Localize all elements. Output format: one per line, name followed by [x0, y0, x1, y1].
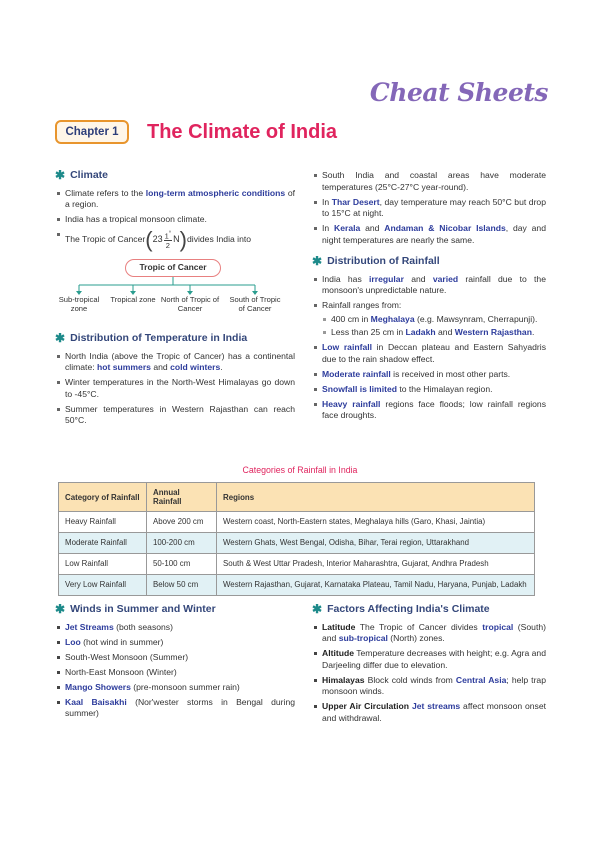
table-cell: 50-100 cm	[147, 554, 217, 575]
table-cell: 100-200 cm	[147, 533, 217, 554]
asterisk-icon: ✱	[55, 602, 66, 616]
list-item: The Tropic of Cancer ( 23 1° 2 N ) divides India into	[55, 229, 295, 251]
list-item: Low rainfall in Deccan plateau and Eastern Sahyadris due to the rain shadow effect.	[312, 342, 546, 365]
list-item: Himalayas Block cold winds from Central Asia; help trap monsoon winds.	[312, 675, 546, 698]
diagram-child: South of Tropic of Cancer	[229, 295, 281, 313]
table-header: Annual Rainfall	[147, 483, 217, 512]
list-item: South-West Monsoon (Summer)	[55, 652, 295, 664]
list-item: Latitude The Tropic of Cancer divides tropical (South) and sub-tropical (North) zones.	[312, 622, 546, 645]
list-item: South India and coastal areas have moderate temperatures (25°C-27°C year-round).	[312, 170, 546, 193]
temperature-continued-list	[312, 170, 546, 246]
section-heading-factors: ✱ Factors Affecting India's Climate	[312, 602, 490, 616]
asterisk-icon: ✱	[312, 602, 323, 616]
climate-list	[55, 188, 295, 252]
chapter-title: The Climate of India	[147, 121, 338, 143]
table-cell: Heavy Rainfall	[59, 512, 147, 533]
table-cell: Moderate Rainfall	[59, 533, 147, 554]
list-item: Summer temperatures in Western Rajasthan can reach 50°C.	[55, 404, 295, 427]
asterisk-icon: ✱	[312, 254, 323, 268]
list-item: Climate refers to the long-term atmospheric conditions of a region.	[55, 188, 295, 211]
list-item: In Thar Desert, day temperature may reach 50°C but drop to 15°C at night.	[312, 197, 546, 220]
table-row	[59, 533, 535, 554]
rainfall-sublist	[322, 314, 546, 339]
list-item: Less than 25 cm in Ladakh and Western Rajasthan.	[322, 327, 546, 339]
asterisk-icon: ✱	[55, 331, 66, 345]
asterisk-icon: ✱	[55, 168, 66, 182]
list-item: Altitude Temperature decreases with height; e.g. Agra and Darjeeling differ due to elevation.	[312, 648, 546, 671]
table-cell: Western Ghats, West Bengal, Odisha, Bihar, Terai region, Uttarakhand	[217, 533, 535, 554]
list-item: Kaal Baisakhi (Nor'wester storms in Bengal during summer)	[55, 697, 295, 720]
winds-section	[55, 604, 295, 723]
rainfall-table	[58, 482, 535, 596]
rainfall-list	[312, 274, 546, 422]
list-item: Rainfall ranges from: 400 cm in Meghalaya (e.g. Mawsynram, Cherrapunji). Less than 25 cm in Ladakh and Western Rajasthan.	[312, 300, 546, 339]
table-row	[59, 512, 535, 533]
list-item: Heavy rainfall regions face floods; low rainfall regions face droughts.	[312, 399, 546, 422]
factors-list	[312, 622, 546, 725]
section-heading-climate: ✱ Climate	[55, 168, 108, 182]
chapter-label: Chapter 1	[55, 120, 129, 144]
table-header: Category of Rainfall	[59, 483, 147, 512]
latitude-fraction: ( 23 1° 2 N )	[145, 227, 187, 252]
list-item: India has irregular and varied rainfall due to the monsoon's unpredictable nature.	[312, 274, 546, 297]
table-cell: Above 200 cm	[147, 512, 217, 533]
diagram-child: Tropical zone	[110, 295, 156, 304]
table-header-row	[59, 483, 535, 512]
list-item: Loo (hot wind in summer)	[55, 637, 295, 649]
winds-list	[55, 622, 295, 720]
right-column	[312, 170, 546, 425]
table-caption: Categories of Rainfall in India	[242, 465, 358, 475]
tropic-diagram	[55, 259, 295, 323]
list-item: Jet Streams (both seasons)	[55, 622, 295, 634]
list-item: Moderate rainfall is received in most other parts.	[312, 369, 546, 381]
brand-logo: Cheat Sheets	[369, 78, 548, 107]
left-column	[55, 170, 295, 430]
table-row	[59, 554, 535, 575]
section-heading-rainfall: ✱ Distribution of Rainfall	[312, 254, 440, 268]
list-item: In Kerala and Andaman & Nicobar Islands, day and night temperatures are nearly the same.	[312, 223, 546, 246]
table-cell: Below 50 cm	[147, 575, 217, 596]
table-cell: South & West Uttar Pradesh, Interior Maharashtra, Gujarat, Andhra Pradesh	[217, 554, 535, 575]
list-item: North India (above the Tropic of Cancer) has a continental climate: hot summers and cold winters.	[55, 351, 295, 374]
section-heading-winds: ✱ Winds in Summer and Winter	[55, 602, 216, 616]
list-item: Snowfall is limited to the Himalayan region.	[312, 384, 546, 396]
temperature-list	[55, 351, 295, 427]
diagram-child: North of Tropic of Cancer	[160, 295, 220, 313]
table-cell: Low Rainfall	[59, 554, 147, 575]
list-item: North-East Monsoon (Winter)	[55, 667, 295, 679]
factors-section	[312, 604, 546, 728]
list-item: Upper Air Circulation Jet streams affect monsoon onset and withdrawal.	[312, 701, 546, 724]
table-header: Regions	[217, 483, 535, 512]
table-row	[59, 575, 535, 596]
diagram-child: Sub-tropical zone	[58, 295, 100, 313]
list-item: India has a tropical monsoon climate.	[55, 214, 295, 226]
list-item: Winter temperatures in the North-West Himalayas go down to -45°C.	[55, 377, 295, 400]
table-cell: Western coast, North-Eastern states, Meghalaya hills (Garo, Khasi, Jaintia)	[217, 512, 535, 533]
section-heading-temperature: ✱ Distribution of Temperature in India	[55, 331, 248, 345]
table-cell: Western Rajasthan, Gujarat, Karnataka Plateau, Tamil Nadu, Haryana, Punjab, Ladakh	[217, 575, 535, 596]
list-item: Mango Showers (pre-monsoon summer rain)	[55, 682, 295, 694]
table-cell: Very Low Rainfall	[59, 575, 147, 596]
list-item: 400 cm in Meghalaya (e.g. Mawsynram, Cherrapunji).	[322, 314, 546, 326]
diagram-root: Tropic of Cancer	[125, 259, 221, 277]
